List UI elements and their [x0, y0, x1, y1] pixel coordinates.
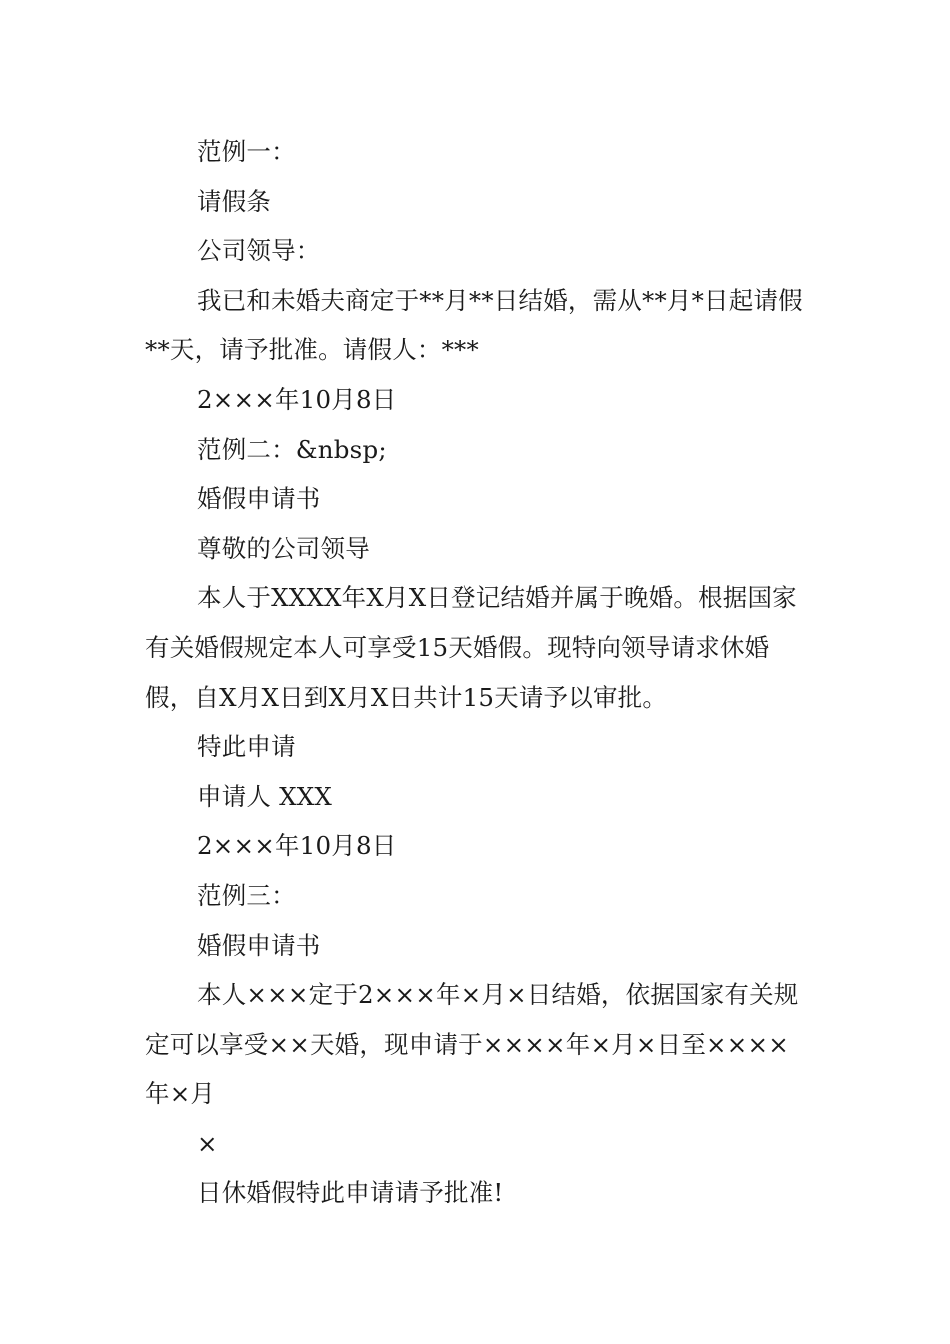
example-two-heading: 范例二：&nbsp; — [197, 434, 387, 464]
salutation: 尊敬的公司领导 — [197, 533, 370, 563]
document-body — [145, 127, 810, 1218]
closing-line: 特此申请 — [197, 732, 296, 762]
closing-line: 日休婚假特此申请请予批准! — [197, 1178, 504, 1208]
body-paragraph: 本人于XXXX年X月X日登记结婚并属于晚婚。根据国家有关婚假规定本人可享受15天婚假。现特向领导请求休婚假，自X月X日到X月X日共计15天请予以审批。 — [145, 583, 797, 712]
application-title: 婚假申请书 — [197, 930, 321, 960]
date-line: 2×××年10月8日 — [197, 384, 397, 414]
leave-note-title: 请假条 — [197, 186, 272, 216]
example-three-heading: 范例三： — [197, 880, 296, 910]
application-title: 婚假申请书 — [197, 484, 321, 514]
date-line: 2×××年10月8日 — [197, 831, 397, 861]
body-paragraph: 本人×××定于2×××年×月×日结婚，依据国家有关规定可以享受××天婚，现申请于××××年×月×日至××××年×月 — [145, 980, 799, 1109]
salutation: 公司领导： — [197, 236, 321, 266]
applicant-line: 申请人 XXX — [197, 781, 333, 811]
body-paragraph: 我已和未婚夫商定于**月**日结婚，需从**月*日起请假**天，请予批准。请假人：*** — [145, 285, 803, 365]
example-one-heading: 范例一： — [197, 137, 296, 166]
body-paragraph-fragment: × — [197, 1128, 218, 1158]
